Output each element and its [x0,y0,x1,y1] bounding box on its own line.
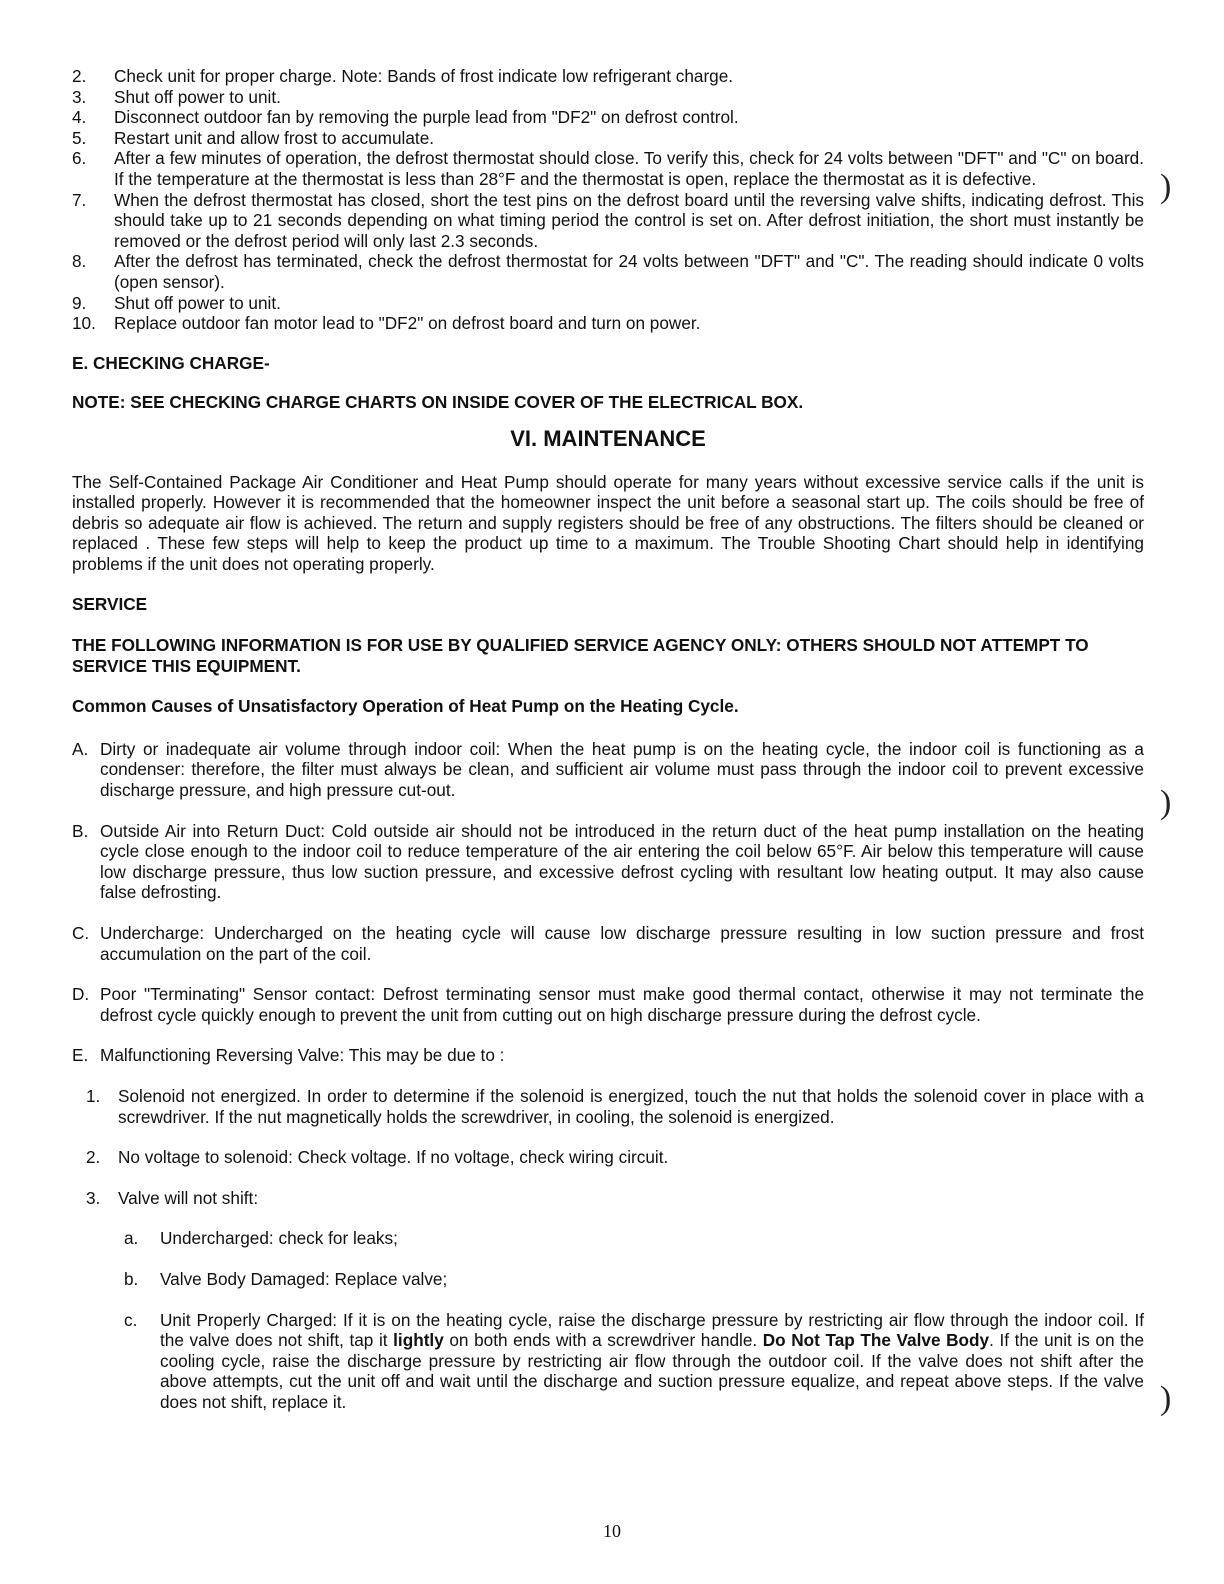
list-item: 10. Replace outdoor fan motor lead to "DF2" on defrost board and turn on power. [72,313,701,334]
emphasis-do-not-tap: Do Not Tap The Valve Body [762,1330,990,1351]
cause-item: C. Undercharge: Undercharged on the heating cycle will cause low discharge pressure resulting in low suction pressure and frost accumulation on the part of the coil. [72,923,1144,964]
document-page [72,66,1144,1413]
list-item: 7. When the defrost thermostat has closed, short the test pins on the defrost board until the reversing valve shifts, indicating defrost. This should take up to 21 seconds depending on what timing period the control is set on. After defrost initiation, the short must instantly be removed or the defrost period will only last 2.3 seconds. [72,189,1144,251]
valve-cause-item: 1. Solenoid not energized. In order to determine if the solenoid is energized, touch the nut that holds the solenoid cover in place with a screwdriver. If the nut magnetically holds the screwdriver, in cooling, the solenoid is energized. [86,1085,1144,1127]
list-item: 9. Shut off power to unit. [72,292,281,313]
defrost-test-steps [72,66,1144,334]
qualified-warning: THE FOLLOWING INFORMATION IS FOR USE BY QUALIFIED SERVICE AGENCY ONLY: OTHERS SHOULD NOT ATTEMPT TO SERVICE THIS EQUIPMENT. [72,635,1089,676]
binding-mark-icon: ) [1160,784,1172,821]
shift-cause-item: b. Valve Body Damaged: Replace valve; [124,1268,448,1289]
cause-item: D. Poor "Terminating" Sensor contact: Defrost terminating sensor must make good thermal contact, otherwise it may not terminate the defrost cycle quickly enough to prevent the unit from cutting out on high discharge pressure during the defrost cycle. [72,984,1144,1025]
cause-item: E. Malfunctioning Reversing Valve: This may be due to : [72,1045,505,1066]
section-title: VI. MAINTENANCE [510,425,706,451]
causes-heading: Common Causes of Unsatisfactory Operation of Heat Pump on the Heating Cycle. [72,696,739,717]
emphasis-lightly: lightly [393,1330,444,1351]
list-item: 4. Disconnect outdoor fan by removing the purple lead from "DF2" on defrost control. [72,107,739,128]
list-item: 8. After the defrost has terminated, check the defrost thermostat for 24 volts between "DFT" and "C". The reading should indicate 0 volts (open sensor). [72,251,1144,292]
maintenance-paragraph: The Self-Contained Package Air Conditioner and Heat Pump should operate for many years without excessive service calls if the unit is installed properly. However it is recommended that the homeowner inspect the unit before a seasonal start up. The coils should be free of debris so adequate air flow is achieved. The return and supply registers should be free of any obstructions. The filters should be cleaned or replaced . These few steps will help to keep the product up time to a maximum. The Trouble Shooting Chart should help in identifying problems if the unit does not operating properly. [72,471,1144,574]
list-item: 3. Shut off power to unit. [72,86,281,107]
service-heading: SERVICE [72,594,148,615]
list-item: 6. After a few minutes of operation, the defrost thermostat should close. To verify this, check for 24 volts between "DFT" and "C" on board. If the temperature at the thermostat is less than 28°F and the thermostat is open, replace the thermostat as it is defective. [72,148,1144,189]
valve-cause-item: 3. Valve will not shift: [86,1187,259,1208]
list-item: 5. Restart unit and allow frost to accumulate. [72,127,435,148]
binding-mark-icon: ) [1160,1380,1172,1417]
page-number: 10 [603,1521,621,1541]
checking-charge-heading: E. CHECKING CHARGE- [72,352,270,373]
valve-cause-item: 2. No voltage to solenoid: Check voltage. If no voltage, check wiring circuit. [86,1147,669,1168]
cause-item: B. Outside Air into Return Duct: Cold outside air should not be introduced in the return duct of the heat pump installation on the heating cycle close enough to the indoor coil to reduce temperature of the air entering the coil below 65°F. Air below this temperature will cause low discharge pressure, thus low suction pressure, and excessive defrost cycling with resultant low heating output. It may also cause false defrosting. [72,820,1144,903]
binding-mark-icon: ) [1160,168,1172,205]
item-c-text: Unit Properly Charged: If it is on the heating cycle, raise the discharge pressure by restricting air flow through the indoor coil. If the valve does not shift, tap it lightly on both ends with a screwdriver handle. Do Not Tap The Valve Body. If the unit is on the cooling cycle, raise the discharge pressure by restricting air flow through the outdoor coil. If the valve does not shift after the above attempts, cut the unit off and wait until the discharge and suction pressure equalize, and repeat above steps. If the valve does not shift, replace it. [160,1309,1145,1412]
shift-cause-item: a. Undercharged: check for leaks; [124,1228,398,1249]
list-item: 2. Check unit for proper charge. Note: Bands of frost indicate low refrigerant charge. [72,66,734,86]
electrical-box-note: NOTE: SEE CHECKING CHARGE CHARTS ON INSIDE COVER OF THE ELECTRICAL BOX. [72,392,804,413]
shift-cause-item: c. Unit Properly Charged: If it is on the heating cycle, raise the discharge pressure by restricting air flow through the indoor coil. If the valve does not shift, tap it lightly on both ends with a screwdriver handle. Do Not Tap The Valve Body. If the unit is on the cooling cycle, raise the discharge pressure by restricting air flow through the outdoor coil. If the valve does not shift after the above attempts, cut the unit off and wait until the discharge and suction pressure equalize, and repeat above steps. If the valve does not shift, replace it. [124,1309,1145,1412]
cause-item: A. Dirty or inadequate air volume through indoor coil: When the heat pump is on the heating cycle, the indoor coil is functioning as a condenser: therefore, the filter must always be clean, and sufficient air volume must pass through the indoor coil to prevent excessive discharge pressure, and high pressure cut-out. [72,738,1144,801]
